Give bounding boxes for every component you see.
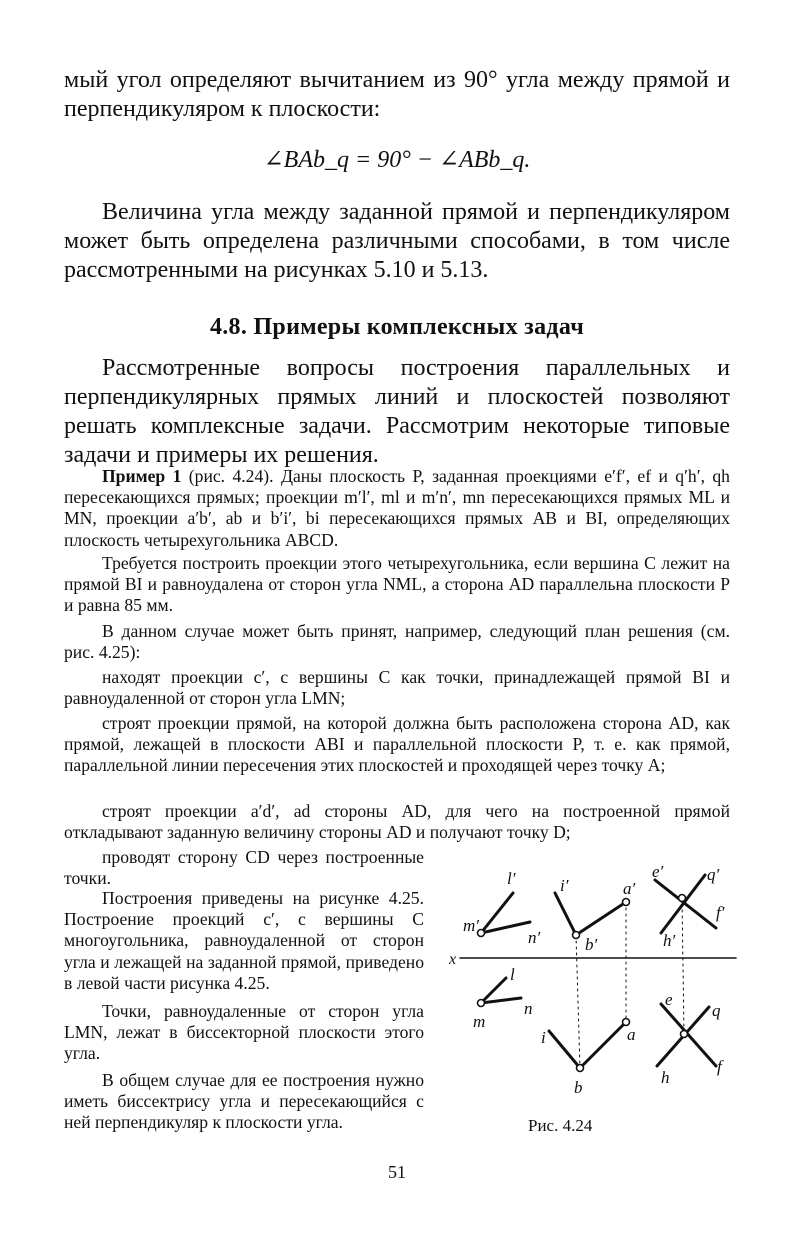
label-a: a — [627, 1025, 636, 1044]
line-q1-h1 — [661, 875, 705, 933]
label-e: e — [665, 990, 673, 1009]
label-m1: m′ — [463, 916, 479, 935]
section-heading: 4.8. Примеры комплексных задач — [209, 314, 585, 340]
label-n1: n′ — [528, 928, 541, 947]
label-e1: e′ — [652, 862, 664, 881]
label-i1: i′ — [560, 876, 569, 895]
label-b1: b′ — [585, 935, 598, 954]
label-a1: a′ — [623, 879, 636, 898]
paragraph-step-3: строят проекции a′d′, ad стороны AD, для чего на построенной прямой откладывают заданную величину стороны AD и получают точку D; — [64, 801, 730, 843]
paragraph-step-1: находят проекции c′, c вершины C как точки, принадлежащей прямой BI и равноудаленной от сторон угла LMN; — [64, 667, 730, 709]
paragraph-step-2: строят проекции прямой, на которой должна быть расположена сторона AD, как прямой, лежащей в плоскости ABI и параллельной плоскости P, т. е. как прямой, параллельной линии пересечения этих плоскостей и проходящей через точку A; — [64, 713, 730, 776]
example-text: (рис. 4.24). Даны плоскость P, заданная проекциями e′f′, ef и q′h′, qh пересекающихся прямых; проекции m′l′, ml и m′n′, mn пересекающихся прямых ML и MN, проекции a′b′, ab и b′i′, bi пересекающихся прямых AB и BI, определяющих плоскость четырехугольника ABCD. — [64, 466, 730, 550]
line-b1-i1 — [555, 893, 576, 935]
label-x: x — [449, 951, 457, 968]
point-b1 — [573, 932, 580, 939]
label-n: n — [524, 999, 533, 1018]
paragraph-example-1 — [64, 466, 730, 551]
label-l1: l′ — [507, 869, 516, 888]
label-h1: h′ — [663, 931, 676, 950]
line-b-i — [549, 1031, 580, 1068]
link-ef-qh — [682, 898, 684, 1034]
paragraph-angle-methods: Величина угла между заданной прямой и перпендикуляром может быть определена различными способами, в том числе рассмотренными на рисунках 5.10 и 5.13. — [64, 199, 730, 283]
point-intersection-lower — [681, 1031, 688, 1038]
label-m: m — [473, 1012, 486, 1031]
link-b — [576, 935, 580, 1068]
label-i: i — [541, 1028, 546, 1047]
label-q1: q′ — [707, 865, 720, 884]
paragraph-general-case: В общем случае для ее построения нужно иметь биссектрису угла и пересекающийся с ней перпендикуляр к плоскости угла. — [64, 1070, 424, 1133]
point-intersection-upper — [679, 895, 686, 902]
paragraph-requirement: Требуется построить проекции этого четырехугольника, если вершина C лежит на прямой BI и равноудалена от сторон угла NML, а сторона AD параллельна плоскости P и равна 85 мм. — [64, 553, 730, 616]
paragraph-constructions: Построения приведены на рисунке 4.25. Построение проекций c′, c вершины C многоугольника, равноудаленной от сторон угла и лежащей на заданной прямой, приведено в левой части рисунка 4.25. — [64, 888, 424, 993]
figure-caption: Рис. 4.24 — [528, 1116, 593, 1135]
line-e-f — [661, 1004, 716, 1066]
paragraph-step-4: проводят сторону CD через построенные точки. — [64, 847, 424, 889]
label-h: h — [661, 1068, 670, 1087]
formula: ∠BAb_q = 90° − ∠ABb_q. — [263, 147, 531, 173]
label-f1: f′ — [716, 903, 725, 922]
example-label: Пример 1 — [102, 466, 182, 486]
paragraph-plan: В данном случае может быть принят, например, следующий план решения (см. рис. 4.25): — [64, 621, 730, 663]
line-b1-a1 — [576, 902, 626, 935]
point-m — [478, 1000, 485, 1007]
label-b: b — [574, 1078, 583, 1097]
paragraph-bisector: Точки, равноудаленные от сторон угла LMN, лежат в биссекторной плоскости этого угла. — [64, 1001, 424, 1064]
line-e1-f1 — [655, 880, 716, 928]
label-q: q — [712, 1001, 721, 1020]
point-a1 — [623, 899, 630, 906]
paragraph-continuation: мый угол определяют вычитанием из 90° угла между прямой и перпендикуляром к плоскости: — [64, 67, 730, 122]
paragraph-intro: Рассмотренные вопросы построения параллельных и перпендикулярных прямых линий и плоскостей позволяют решать комплексные задачи. Рассмотрим некоторые типовые задачи и примеры их решения. — [64, 355, 730, 468]
figure-4-24 — [440, 850, 740, 1110]
label-f: f — [717, 1057, 722, 1076]
label-l: l — [510, 965, 515, 984]
page-number: 51 — [388, 1162, 406, 1182]
line-b-a — [580, 1022, 626, 1068]
point-b — [577, 1065, 584, 1072]
